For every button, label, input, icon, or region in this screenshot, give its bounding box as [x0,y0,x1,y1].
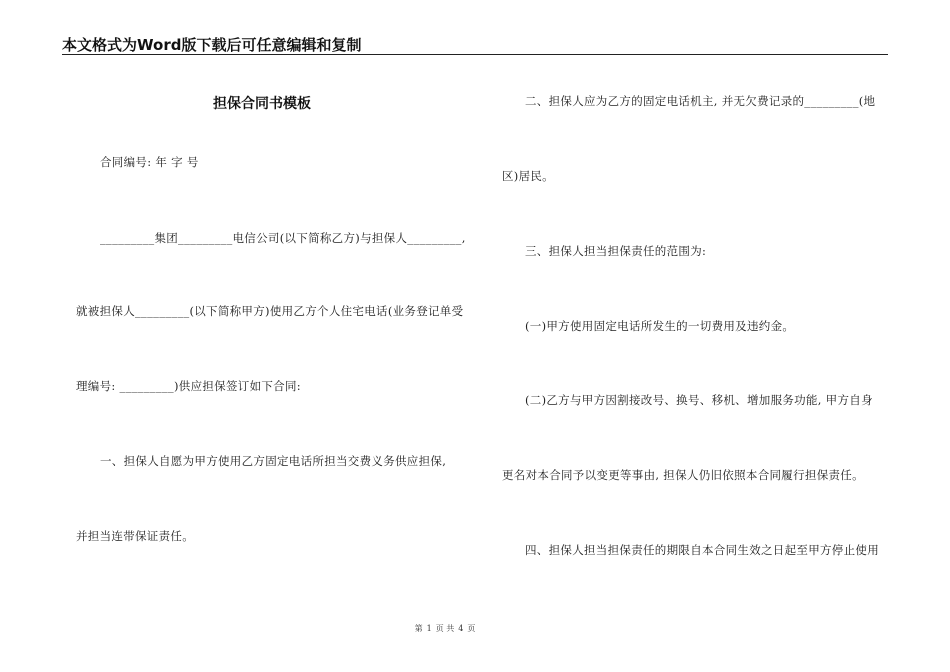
clause-3-item-1: (一)甲方使用固定电话所发生的一切费用及违约金。 [525,319,795,333]
document-header-title: 本文格式为Word版下载后可任意编辑和复制 [62,36,362,54]
page-label-prefix: 第 [414,624,423,633]
clause-2-line: 二、担保人应为乙方的固定电话机主, 并无欠费记录的_________(地 [525,94,876,108]
paragraph-line: 就被担保人_________(以下简称甲方)使用乙方个人住宅电话(业务登记单受 [76,304,464,318]
current-page-number: 1 [426,624,432,633]
page-footer [0,623,890,634]
total-pages-number: 4 [458,624,464,633]
paragraph-line: 理编号: _________)供应担保签订如下合同: [76,379,301,393]
paragraph-line: _________集团_________电信公司(以下简称乙方)与担保人_________, [100,231,466,245]
page-label-suffix: 页 [467,624,476,633]
clause-1-continuation: 并担当连带保证责任。 [76,529,194,543]
contract-title: 担保合同书模板 [213,96,311,112]
clause-4-line: 四、担保人担当担保责任的期限自本合同生效之日起至甲方停止使用 [525,543,879,557]
clause-1-line: 一、担保人自愿为甲方使用乙方固定电话所担当交费义务供应担保, [100,454,447,468]
clause-2-continuation: 区)居民。 [502,169,554,183]
contract-number-line: 合同编号: 年 字 号 [100,155,199,169]
header-divider [62,54,888,55]
clause-3-item-2: (二)乙方与甲方因割接改号、换号、移机、增加服务功能, 甲方自身 [525,393,873,407]
page-label-mid: 页 共 [435,624,455,633]
clause-3-line: 三、担保人担当担保责任的范围为: [525,244,707,258]
clause-3-item-2-continuation: 更名对本合同予以变更等事由, 担保人仍旧依照本合同履行担保责任。 [502,468,864,482]
